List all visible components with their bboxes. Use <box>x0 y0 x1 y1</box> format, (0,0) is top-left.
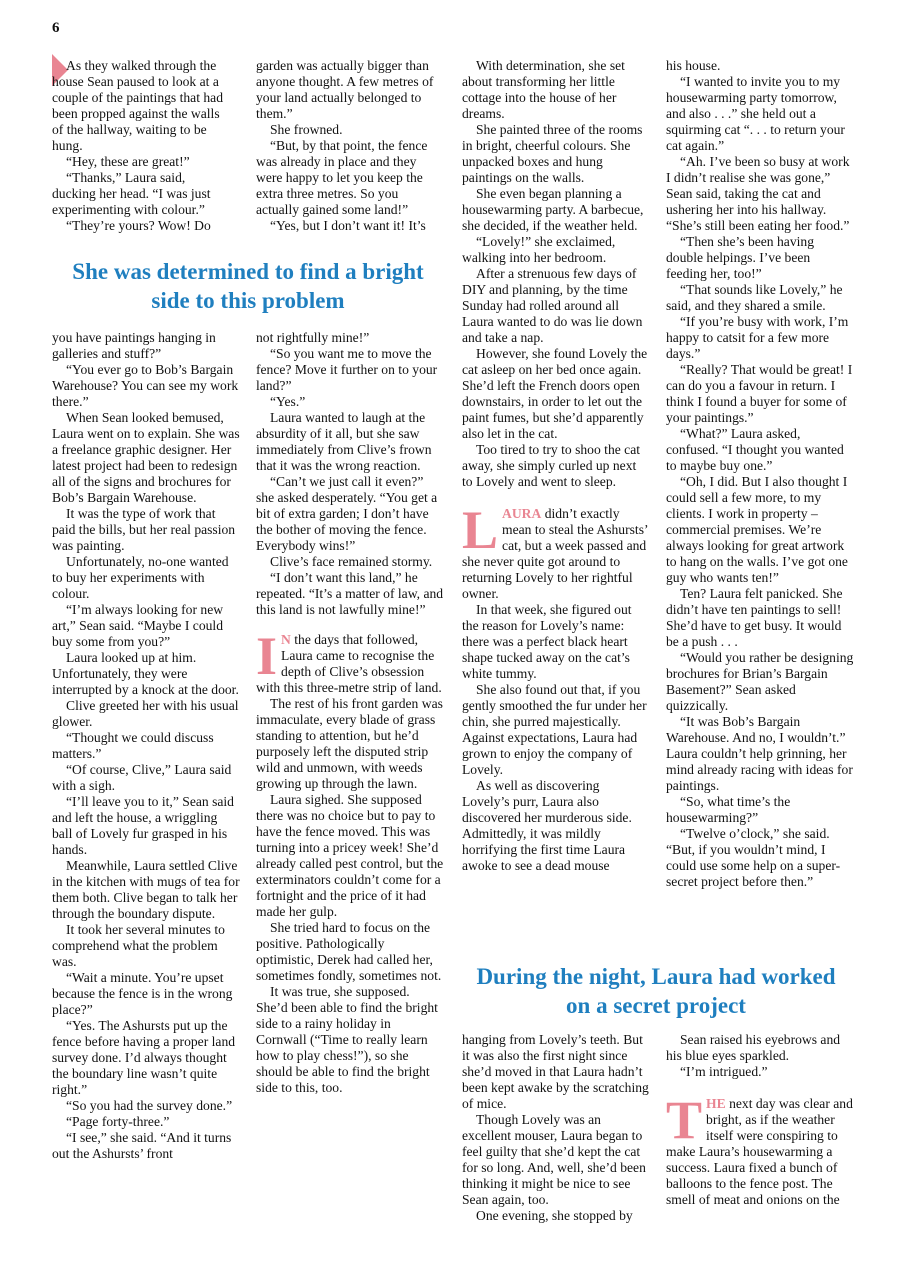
paragraph: Ten? Laura felt panicked. She didn’t have ten paintings to sell! She’d have to get busy. It would be a push . . . <box>666 586 843 649</box>
paragraph: “Wait a minute. You’re upset because the fence is in the wrong place?” <box>52 970 233 1017</box>
paragraph: “They’re yours? Wow! Do <box>66 218 211 233</box>
drop-cap: T <box>666 1090 703 1150</box>
lead-in: HE <box>706 1096 726 1111</box>
paragraph: Laura looked up at him. Unfortunately, they were interrupted by a knock at the door. <box>52 650 239 697</box>
drop-cap: I <box>256 626 278 686</box>
paragraph: It was true, she supposed. She’d been able to find the bright side to a rainy holiday in Cornwall (“Time to really learn how to play chess!”), so she should be able to find the bright side to this, too. <box>256 984 438 1095</box>
paragraph: One evening, she stopped by <box>476 1208 633 1223</box>
paragraph: When Sean looked bemused, Laura went on to explain. She was a freelance graphic designer. Her latest project had been to redesign all of the signs and brochures for Bob’s Bargain Warehouse. <box>52 410 240 505</box>
paragraph: “That sounds like Lovely,” he said, and they shared a smile. <box>666 282 843 313</box>
paragraph: “I see,” she said. “And it turns out the Ashursts’ front <box>52 1130 232 1161</box>
paragraph: Though Lovely was an excellent mouser, Laura began to feel guilty that she’d kept the cat for so long. And, well, she’d been thinking it might be nice to see Sean again, too. <box>462 1112 646 1207</box>
paragraph: “I’m intrigued.” <box>680 1064 768 1079</box>
drop-cap-paragraph <box>256 626 444 696</box>
column-3-bottom <box>462 1032 650 1224</box>
paragraph-text: next day was clear and bright, as if the weather itself were conspiring to make Laura’s housewarming a success. Laura fixed a bunch of balloons to the fence post. The smell of meat and onions on the <box>666 1096 853 1207</box>
paragraph: She tried hard to focus on the positive. Pathologically optimistic, Derek had called her, sometimes fondly, sometimes not. <box>256 920 442 983</box>
column-4-bottom <box>666 1032 854 1208</box>
paragraph: “Lovely!” she exclaimed, walking into her bedroom. <box>462 234 616 265</box>
drop-cap-paragraph <box>462 500 650 602</box>
paragraph: “What?” Laura asked, confused. “I thought you wanted to maybe buy one.” <box>666 426 844 473</box>
paragraph: Too tired to try to shoo the cat away, she simply curled up next to Lovely and went to sleep. <box>462 442 641 489</box>
paragraph: “Of course, Clive,” Laura said with a sigh. <box>52 762 232 793</box>
paragraph: She painted three of the rooms in bright, cheerful colours. She unpacked boxes and hung paintings on the walls. <box>462 122 643 185</box>
paragraph: It was the type of work that paid the bills, but her real passion was painting. <box>52 506 236 553</box>
paragraph: “If you’re busy with work, I’m happy to catsit for a few more days.” <box>666 314 849 361</box>
paragraph: She also found out that, if you gently smoothed the fur under her chin, she purred majestically. Against expectations, Laura had grown to enjoy the company of Lovely. <box>462 682 647 777</box>
paragraph: garden was actually bigger than anyone thought. A few metres of your land actually belonged to them.” <box>256 58 434 121</box>
pull-quote <box>60 257 436 315</box>
paragraph: “Hey, these are great!” <box>66 154 190 169</box>
paragraph: Laura wanted to laugh at the absurdity of it all, but she saw immediately from Clive’s frown that it was the wrong reaction. <box>256 410 432 473</box>
paragraph: “Ah. I’ve been so busy at work I didn’t realise she was gone,” Sean said, taking the cat and ushering her into his hallway. “She’s still been eating her food.” <box>666 154 850 233</box>
paragraph: “So you had the survey done.” <box>66 1098 233 1113</box>
paragraph: “Yes.” <box>270 394 306 409</box>
page-number: 6 <box>52 20 60 36</box>
drop-cap: L <box>462 500 499 560</box>
paragraph: As they walked through the house Sean paused to look at a couple of the paintings that had been propped against the walls of the hallway, waiting to be hung. <box>52 58 224 153</box>
column-1-top <box>52 58 230 234</box>
column-2-bottom <box>256 330 444 1096</box>
paragraph-text: didn’t exactly mean to steal the Ashursts’ cat, but a week passed and she never quite got around to returning Lovely to her rightful owner. <box>462 506 648 601</box>
paragraph: “Thanks,” Laura said, ducking her head. “I was just experimenting with colour.” <box>52 170 211 217</box>
lead-in: AURA <box>502 506 542 521</box>
paragraph: Clive’s face remained stormy. <box>270 554 433 569</box>
paragraph: hanging from Lovely’s teeth. But it was also the first night since she’d moved in that Laura hadn’t been kept awake by the scratching of mice. <box>462 1032 649 1111</box>
column-1-bottom <box>52 330 240 1162</box>
paragraph: Laura sighed. She supposed there was no choice but to pay to have the fence moved. This was turning into a pricey week! She’d already called pest control, but the exterminators couldn’t come for a fortnight and the price of it had made her gulp. <box>256 792 444 919</box>
paragraph: As well as discovering Lovely’s purr, Laura also discovered her murderous side. Admittedly, it was mildly horrifying the first time Laura awoke to see a dead mouse <box>462 778 632 873</box>
paragraph: “So, what time’s the housewarming?” <box>666 794 791 825</box>
paragraph: “Thought we could discuss matters.” <box>52 730 214 761</box>
paragraph: “I’ll leave you to it,” Sean said and left the house, a wriggling ball of Lovely fur grasped in his hands. <box>52 794 234 857</box>
paragraph: not rightfully mine!” <box>256 330 370 345</box>
paragraph: “Can’t we just call it even?” she asked desperately. “You get a bit of extra garden; I don’t have the bother of moving the fence. Everybody wins!” <box>256 474 438 553</box>
paragraph: “I don’t want this land,” he repeated. “It’s a matter of law, and this land is not lawfully mine!” <box>256 570 444 617</box>
drop-cap-paragraph <box>666 1090 854 1208</box>
paragraph: “Would you rather be designing brochures for Brian’s Bargain Basement?” Sean asked quizzically. <box>666 650 854 713</box>
paragraph: “Yes. The Ashursts put up the fence before having a proper land survey done. I’d always thought the boundary line wasn’t quite right.” <box>52 1018 236 1097</box>
paragraph: After a strenuous few days of DIY and planning, by the time Sunday had rolled around all Laura wanted to do was lie down and take a nap. <box>462 266 643 345</box>
paragraph: “Oh, I did. But I also thought I could sell a few more, to my clients. I work in property – commercial premises. We’re always looking for great artwork to hang on the walls. I’ve got one guy who wants ten!” <box>666 474 848 585</box>
paragraph: “Twelve o’clock,” she said. “But, if you wouldn’t mind, I could use some help on a super-secret project before then.” <box>666 826 841 889</box>
paragraph: “I wanted to invite you to my housewarming party tomorrow, and also . . .” she held out a squirming cat “. . . to return your cat again.” <box>666 74 845 153</box>
paragraph: Meanwhile, Laura settled Clive in the kitchen with mugs of tea for them both. Clive began to talk her through the boundary dispute. <box>52 858 240 921</box>
paragraph: “I’m always looking for new art,” Sean said. “Maybe I could buy some from you?” <box>52 602 224 649</box>
column-2-top <box>256 58 444 234</box>
paragraph: his house. <box>666 58 721 73</box>
paragraph: “Then she’s been having double helpings. I’ve been feeding her, too!” <box>666 234 815 281</box>
paragraph: “Really? That would be great! I can do you a favour in return. I think I found a buyer for some of your paintings.” <box>666 362 853 425</box>
pull-quote <box>470 962 842 1020</box>
paragraph: “Yes, but I don’t want it! It’s <box>270 218 426 233</box>
column-3-top <box>462 58 650 874</box>
paragraph: Sean raised his eyebrows and his blue eyes sparkled. <box>666 1032 841 1063</box>
paragraph: It took her several minutes to comprehend what the problem was. <box>52 922 225 969</box>
paragraph: With determination, she set about transforming her little cottage into the house of her dreams. <box>462 58 625 121</box>
paragraph: “It was Bob’s Bargain Warehouse. And no, I wouldn’t.” Laura couldn’t help grinning, her mind already racing with ideas for paintings. <box>666 714 853 793</box>
paragraph: She even began planning a housewarming party. A barbecue, she decided, if the weather held. <box>462 186 644 233</box>
paragraph: “But, by that point, the fence was already in place and they were happy to let you keep the extra three metres. So you actually gained some land!” <box>256 138 428 217</box>
paragraph: you have paintings hanging in galleries and stuff?” <box>52 330 216 361</box>
paragraph: She frowned. <box>270 122 343 137</box>
paragraph: “Page forty-three.” <box>66 1114 170 1129</box>
paragraph: “So you want me to move the fence? Move it further on to your land?” <box>256 346 438 393</box>
paragraph: The rest of his front garden was immaculate, every blade of grass standing to attention, but he’d purposely left the disputed strip wild and unmown, with weeds growing up through the lawn. <box>256 696 443 791</box>
pull-quote-text: She was determined to find a bright side to this problem <box>72 259 424 313</box>
column-4-top <box>666 58 854 890</box>
lead-in: N <box>281 632 291 647</box>
pull-quote-text: During the night, Laura had worked on a secret project <box>476 964 836 1018</box>
paragraph: In that week, she figured out the reason for Lovely’s name: there was a perfect black heart shape tucked away on the cat’s white tummy. <box>462 602 632 681</box>
paragraph: Clive greeted her with his usual glower. <box>52 698 239 729</box>
paragraph: However, she found Lovely the cat asleep on her bed once again. She’d left the French doors open downstairs, in order to let out the paint fumes, but she’d apparently also let in the cat. <box>462 346 648 441</box>
paragraph: “You ever go to Bob’s Bargain Warehouse? You can see my work there.” <box>52 362 239 409</box>
paragraph-text: the days that followed, Laura came to recognise the depth of Clive’s obsession with this three-metre strip of land. <box>256 632 442 695</box>
paragraph: Unfortunately, no-one wanted to buy her experiments with colour. <box>52 554 229 601</box>
